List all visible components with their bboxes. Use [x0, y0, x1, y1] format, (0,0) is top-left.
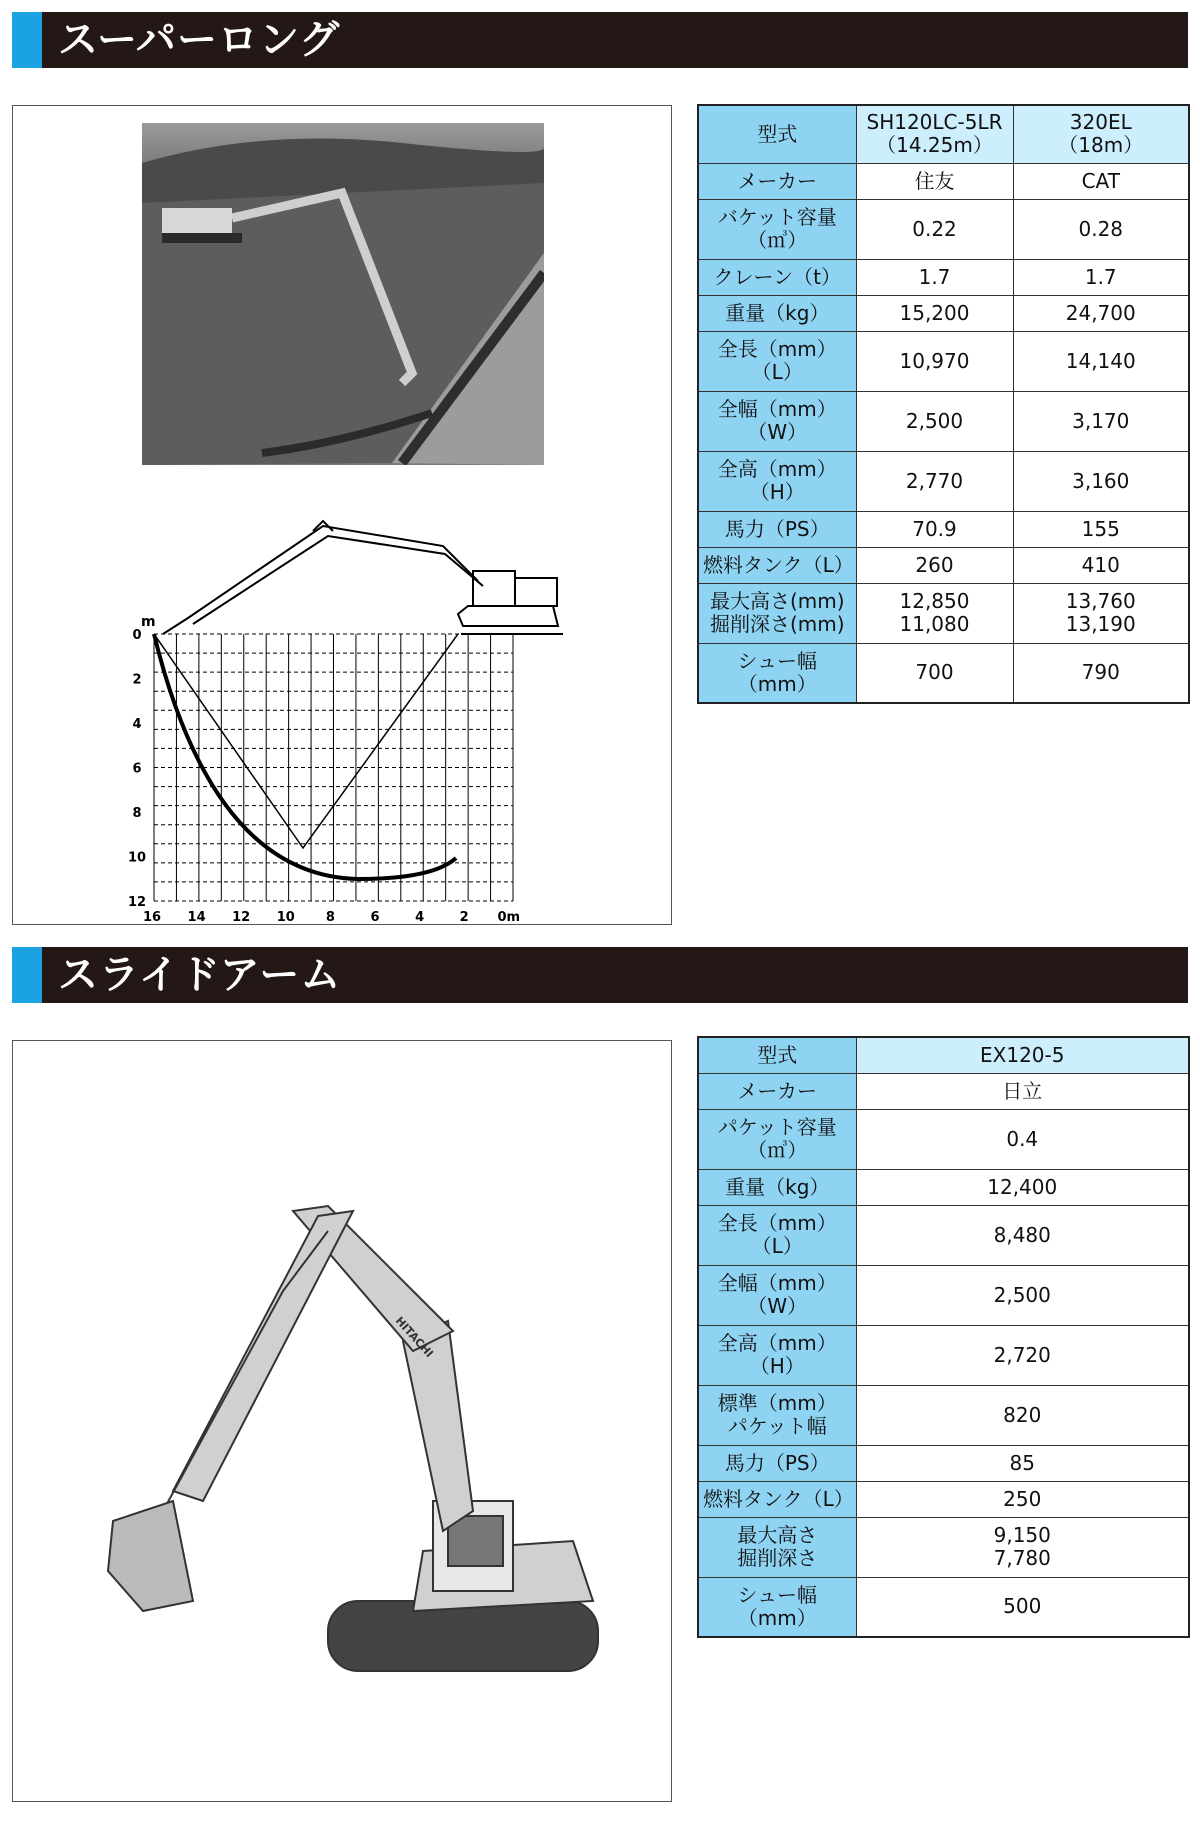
value-cell: 2,500: [856, 1265, 1189, 1325]
slide-arm-spec-table: [697, 1036, 1190, 1638]
value-cell: 410: [1013, 547, 1189, 583]
table-row: [698, 1265, 1189, 1325]
value-cell: 260: [856, 547, 1013, 583]
y-tick-label: 0: [132, 628, 142, 643]
value-cell: 12,400: [856, 1169, 1189, 1205]
table-row: [698, 1517, 1189, 1577]
value-cell: 24,700: [1013, 295, 1189, 331]
table-row: [698, 1109, 1189, 1169]
table-header-row: [698, 105, 1189, 163]
value-cell: 3,170: [1013, 391, 1189, 451]
row-label-cell: バケット容量 （㎥）: [698, 199, 856, 259]
table-row: [698, 331, 1189, 391]
row-label-cell: シュー幅 （mm）: [698, 1577, 856, 1637]
value-cell: 2,500: [856, 391, 1013, 451]
row-label-cell: 全長（mm） （L）: [698, 1205, 856, 1265]
x-tick-label: 16: [142, 910, 162, 924]
value-cell: 250: [856, 1481, 1189, 1517]
value-cell: 1.7: [856, 259, 1013, 295]
value-cell: 500: [856, 1577, 1189, 1637]
table-row: [698, 583, 1189, 643]
row-label-cell: シュー幅 （mm）: [698, 643, 856, 703]
row-label-cell: 全長（mm） （L）: [698, 331, 856, 391]
super-long-spec-table: [697, 104, 1190, 704]
row-label-cell: 重量（kg）: [698, 1169, 856, 1205]
row-label-cell: 重量（kg）: [698, 295, 856, 331]
value-cell: 10,970: [856, 331, 1013, 391]
row-label-cell: 最大高さ(mm) 掘削深さ(mm): [698, 583, 856, 643]
value-cell: 日立: [856, 1073, 1189, 1109]
x-tick-label: 12: [232, 910, 251, 924]
value-cell: 8,480: [856, 1205, 1189, 1265]
section-header-slide-arm: [12, 947, 1188, 1003]
x-tick-label: 6: [370, 910, 380, 924]
value-cell: 0.28: [1013, 199, 1189, 259]
table-row: [698, 1445, 1189, 1481]
table-row: [698, 643, 1189, 703]
table-row: [698, 391, 1189, 451]
table-row: [698, 1481, 1189, 1517]
y-tick-label: 8: [132, 806, 142, 821]
y-tick-label: 10: [127, 850, 147, 866]
row-label-cell: 全高（mm） （H）: [698, 1325, 856, 1385]
section-header-super-long: [12, 12, 1188, 68]
row-label-cell: メーカー: [698, 1073, 856, 1109]
y-tick-label: 12: [127, 895, 147, 910]
excavator-drawing: [163, 521, 563, 634]
row-label-cell: 標準（mm） パケット幅: [698, 1385, 856, 1445]
value-cell: 13,760 13,190: [1013, 583, 1189, 643]
row-label-cell: 全高（mm） （H）: [698, 451, 856, 511]
row-label-cell: 燃料タンク（L）: [698, 547, 856, 583]
value-cell: 70.9: [856, 511, 1013, 547]
value-cell: 0.4: [856, 1109, 1189, 1169]
brand-mark: HITACHI: [392, 1314, 436, 1361]
value-cell: CAT: [1013, 163, 1189, 199]
table-row: [698, 451, 1189, 511]
row-label-cell: 最大高さ 掘削深さ: [698, 1517, 856, 1577]
model-column-header: 320EL （18m）: [1013, 105, 1189, 163]
header-accent-bar: [12, 12, 42, 68]
row-label-cell: パケット容量 （㎥）: [698, 1109, 856, 1169]
value-cell: 0.22: [856, 199, 1013, 259]
x-tick-label: 2: [459, 910, 469, 924]
slide-arm-excavator-photo: [53, 1171, 633, 1691]
x-tick-label: 8: [325, 910, 335, 924]
y-axis-unit: m: [141, 614, 156, 630]
value-cell: 3,160: [1013, 451, 1189, 511]
y-tick-label: 6: [132, 761, 142, 777]
super-long-photo: [142, 123, 544, 465]
row-label-cell: クレーン（t）: [698, 259, 856, 295]
table-row: [698, 199, 1189, 259]
x-tick-label: 14: [187, 910, 206, 924]
value-cell: 2,770: [856, 451, 1013, 511]
x-axis-ticks: [143, 910, 520, 924]
table-row: [698, 1073, 1189, 1109]
y-tick-label: 4: [132, 717, 142, 732]
super-long-image-panel: [12, 105, 672, 925]
value-cell: 1.7: [1013, 259, 1189, 295]
row-label-cell: 燃料タンク（L）: [698, 1481, 856, 1517]
table-row: [698, 511, 1189, 547]
table-row: [698, 163, 1189, 199]
table-row: [698, 1169, 1189, 1205]
model-column-header: EX120-5: [856, 1037, 1189, 1073]
x-tick-label: 10: [276, 910, 295, 924]
row-label-cell: 全幅（mm） （W）: [698, 391, 856, 451]
y-axis-ticks: [128, 628, 146, 910]
x-tick-label: 0m: [497, 910, 521, 924]
value-cell: 85: [856, 1445, 1189, 1481]
table-row: [698, 295, 1189, 331]
value-cell: 2,720: [856, 1325, 1189, 1385]
slide-arm-image-panel: [12, 1040, 672, 1802]
value-cell: 700: [856, 643, 1013, 703]
table-row: [698, 547, 1189, 583]
y-tick-label: 2: [132, 672, 142, 688]
table-row: [698, 1577, 1189, 1637]
value-cell: 15,200: [856, 295, 1013, 331]
section-title: スーパーロング: [58, 17, 341, 63]
table-row: [698, 1205, 1189, 1265]
table-row: [698, 259, 1189, 295]
table-row: [698, 1385, 1189, 1445]
value-cell: 住友: [856, 163, 1013, 199]
reach-envelope: [154, 634, 458, 848]
row-label-cell: 馬力（PS）: [698, 1445, 856, 1481]
value-cell: 9,150 7,780: [856, 1517, 1189, 1577]
header-accent-bar: [12, 947, 42, 1003]
value-cell: 14,140: [1013, 331, 1189, 391]
header-label-cell: 型式: [698, 105, 856, 163]
reach-diagram: [13, 486, 671, 924]
header-label-cell: 型式: [698, 1037, 856, 1073]
value-cell: 155: [1013, 511, 1189, 547]
x-tick-label: 4: [415, 910, 425, 924]
model-column-header: SH120LC-5LR （14.25m）: [856, 105, 1013, 163]
value-cell: 12,850 11,080: [856, 583, 1013, 643]
diagram-grid: [154, 634, 513, 901]
section-title: スライドアーム: [58, 952, 342, 998]
table-row: [698, 1325, 1189, 1385]
row-label-cell: メーカー: [698, 163, 856, 199]
value-cell: 820: [856, 1385, 1189, 1445]
table-header-row: [698, 1037, 1189, 1073]
value-cell: 790: [1013, 643, 1189, 703]
row-label-cell: 全幅（mm） （W）: [698, 1265, 856, 1325]
row-label-cell: 馬力（PS）: [698, 511, 856, 547]
